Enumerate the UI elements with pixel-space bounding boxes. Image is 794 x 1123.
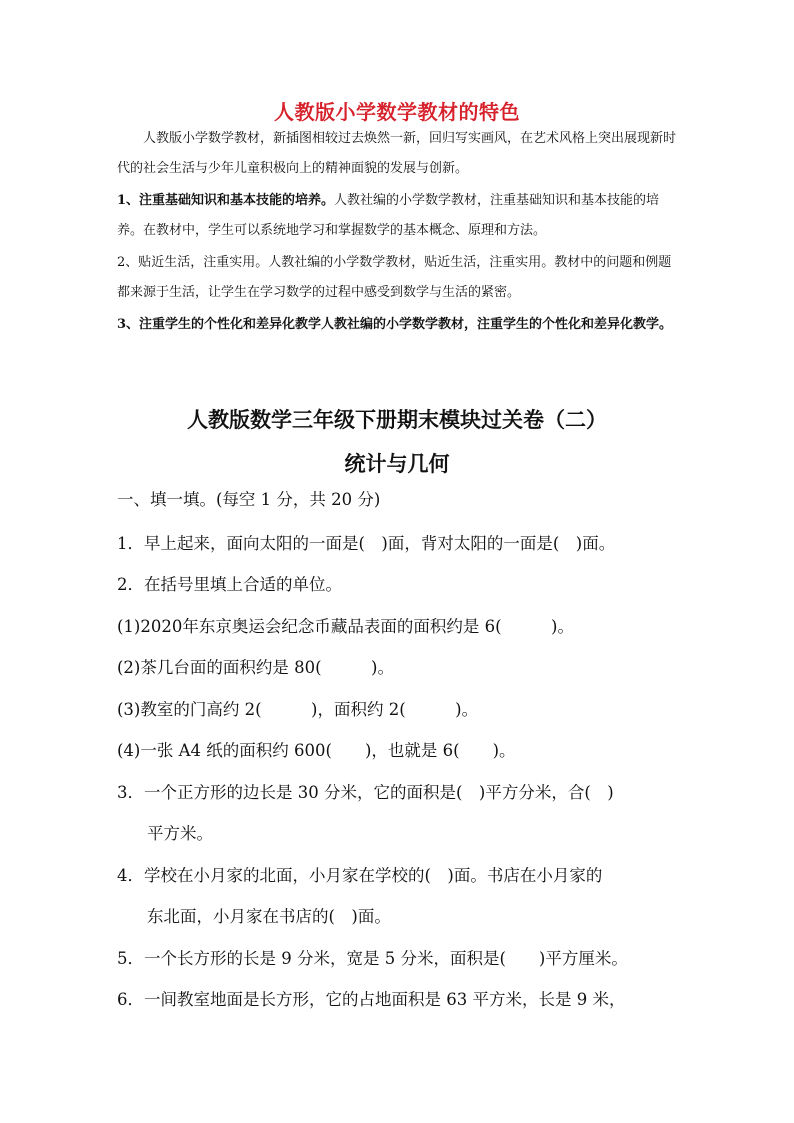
intro-item-1-heading: 1、注重基础知识和基本技能的培养。 xyxy=(117,193,335,208)
question-2: 2．在括号里填上合适的单位。 xyxy=(117,575,342,594)
intro-item-1 xyxy=(117,186,682,246)
question-6: 6．一间教室地面是长方形，它的占地面积是 63 平方米，长是 9 米， xyxy=(117,990,626,1009)
exam-title: 人教版数学三年级下册期末模块过关卷（二） xyxy=(187,408,607,432)
intro-item-3: 3、注重学生的个性化和差异化教学人教社编的小学数学教材，注重学生的个性化和差异化教学。 xyxy=(117,317,673,332)
question-3-continued: 平方米。 xyxy=(147,824,213,843)
question-4-continued: 东北面，小月家在书店的( )面。 xyxy=(147,907,391,926)
intro-item-1-text: 人教社编的小学数学教材，注重基础知识和基本技能的培养。在教材中，学生可以系统地学习和掌握数学的基本概念、原理和方法。 xyxy=(117,193,660,238)
question-5: 5．一个长方形的长是 9 分米，宽是 5 分米，面积是( )平方厘米。 xyxy=(117,949,628,968)
exam-subtitle: 统计与几何 xyxy=(344,452,450,476)
section-heading: 一、填一填。(每空 1 分，共 20 分) xyxy=(117,490,381,509)
question-2-part-3: (3)教室的门高约 2( )，面积约 2( )。 xyxy=(117,700,479,719)
question-2-part-4: (4)一张 A4 纸的面积约 600( )，也就是 6( )。 xyxy=(117,741,516,760)
intro-item-2: 2、贴近生活，注重实用。人教社编的小学数学教材，贴近生活，注重实用。教材中的问题和例题都来源于生活，让学生在学习数学的过程中感受到数学与生活的紧密。 xyxy=(117,255,672,300)
question-2-part-2: (2)茶几台面的面积约是 80( )。 xyxy=(117,658,394,677)
intro-section xyxy=(117,124,682,340)
question-4: 4．学校在小月家的北面，小月家在学校的( )面。书店在小月家的 xyxy=(117,866,603,885)
intro-paragraph: 人教版小学数学教材，新插图相较过去焕然一新，回归写实画风，在艺术风格上突出展现新时代的社会生活与少年儿童积极向上的精神面貌的发展与创新。 xyxy=(117,131,677,176)
intro-title: 人教版小学数学教材的特色 xyxy=(274,100,520,124)
question-3: 3．一个正方形的边长是 30 分米，它的面积是( )平方分米，合( ) xyxy=(117,783,614,802)
question-2-part-1: (1)2020年东京奥运会纪念币藏品表面的面积约是 6( )。 xyxy=(117,617,574,636)
question-1: 1．早上起来，面向太阳的一面是( )面，背对太阳的一面是( )面。 xyxy=(117,534,616,553)
